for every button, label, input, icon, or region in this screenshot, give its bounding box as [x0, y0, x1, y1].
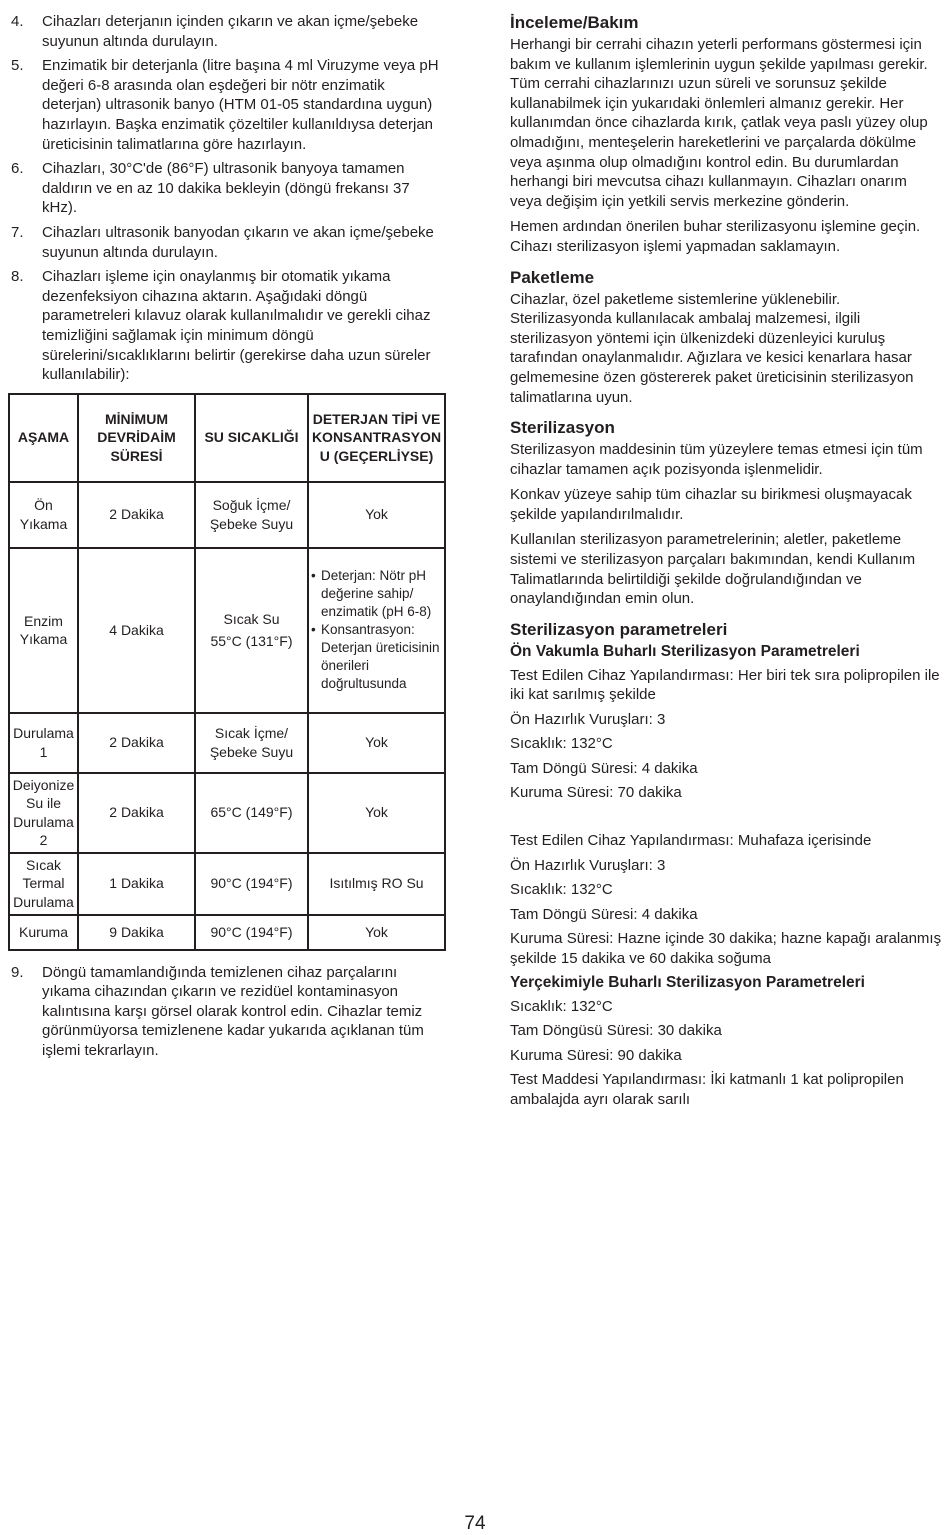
step-text: Enzimatik bir deterjanla (litre başına 4 ml Viruzyme veya pH değeri 6-8 arasında olan eşdeğeri bir nötr enzimatik deterjan) ultrasonik banyo (HTM 01-05 standardına uygun) hazırlayın. Başka enzimatik çözeltiler kullanıldıysa deterjan üreticisinin talimatlarına göre hazırlayın.	[42, 57, 439, 153]
param-line: Sıcaklık: 132°C	[510, 735, 613, 753]
section-heading-sterilization: Sterilizasyon	[510, 418, 615, 438]
cell-temp: 90°C (194°F)	[195, 853, 308, 915]
step-number: 7.	[11, 223, 24, 241]
step-number: 5.	[11, 57, 24, 75]
cell-temp: Sıcak İçme/Şebeke Suyu	[195, 713, 308, 773]
param-line: Tam Döngüsü Süresi: 30 dakika	[510, 1022, 722, 1040]
cell-detergent: Yok	[308, 713, 445, 773]
detergent-bullet-item: • Konsantrasyon: Deterjan üreticisinin önerileri doğrultusunda	[311, 622, 440, 692]
right-column	[510, 12, 942, 1114]
step-number: 9.	[11, 963, 24, 981]
cell-detergent	[308, 548, 445, 713]
cell-temp: Soğuk İçme/Şebeke Suyu	[195, 482, 308, 548]
temp-line: 55°C (131°F)	[210, 633, 293, 650]
wash-cycle-table	[8, 393, 446, 951]
section-heading-parameters: Sterilizasyon parametreleri	[510, 619, 728, 639]
param-line: Tam Döngü Süresi: 4 dakika	[510, 905, 698, 923]
section-heading-packaging: Paketleme	[510, 267, 595, 287]
step-text: Cihazları ultrasonik banyodan çıkarın ve akan içme/şebeke suyunun altında durulayın.	[42, 223, 434, 261]
param-line: Kuruma Süresi: 90 dakika	[510, 1046, 682, 1064]
step-number: 8.	[11, 268, 24, 286]
bullet-icon: •	[311, 622, 316, 638]
cell-stage: Durulama 1	[9, 713, 78, 773]
param-line: Kuruma Süresi: 70 dakika	[510, 784, 682, 801]
cell-temp: 65°C (149°F)	[195, 773, 308, 853]
param-line: Test Edilen Cihaz Yapılandırması: Muhafaza içerisinde	[510, 832, 872, 850]
step-number: 6.	[11, 160, 24, 178]
cell-detergent: Isıtılmış RO Su	[308, 853, 445, 915]
param-line: Test Maddesi Yapılandırması: İki katmanlı 1 kat polipropilen ambalajda ayrı olarak sarılı	[510, 1071, 904, 1108]
cell-time: 9 Dakika	[78, 915, 195, 950]
paragraph: Herhangi bir cerrahi cihazın yeterli performans göstermesi için bakım ve kullanım işlemlerinin uygun şekilde yapılması gerekir. Tüm cerrahi cihazlarınızı uzun süreli ve sorunsuz şekilde kullanabilmek için yukarıdaki önlemleri almanız gerekir. Her kullanımdan önce cihazlarda kırık, çatlak veya paslı yüzey olup olmadığını, menteşelerin hareketlerini ve parçalarda dökülme veya aşınma olup olmadığını kontrol edin. Bu durumlardan herhangi biri mevcutsa cihazı kullanmayın. Cihazları onarım veya değişim için yetkili servis merkezine gönderin.	[510, 36, 928, 210]
step-text: Cihazları, 30°C'de (86°F) ultrasonik banyoya tamamen daldırın ve en az 10 dakika bekleyin (döngü frekansı 37 kHz).	[42, 160, 410, 217]
header-water-temp: SU SICAKLIĞI	[195, 394, 308, 482]
cell-temp: 90°C (194°F)	[195, 915, 308, 950]
cell-time: 2 Dakika	[78, 482, 195, 548]
param-line: Sıcaklık: 132°C	[510, 881, 613, 899]
detergent-bullet-item: • Deterjan: Nötr pH değerine sahip/ enzimatik (pH 6-8)	[311, 568, 432, 620]
steps-list-top	[8, 12, 444, 385]
param-line: Ön Hazırlık Vuruşları: 3	[510, 710, 666, 728]
cell-stage: Kuruma	[9, 915, 78, 950]
cell-temp	[195, 548, 308, 713]
param-line: Tam Döngü Süresi: 4 dakika	[510, 759, 698, 777]
table-row	[9, 915, 445, 950]
subheading-prevac: Ön Vakumla Buharlı Sterilizasyon Parametreleri	[510, 642, 860, 660]
step-item	[8, 12, 444, 51]
cell-stage: Deiyonize Su ile Durulama 2	[9, 773, 78, 853]
step-item	[8, 159, 444, 218]
table-row	[9, 713, 445, 773]
page-number: 74	[464, 1513, 486, 1534]
spacer	[510, 807, 942, 831]
section-heading-inspection: İnceleme/Bakım	[510, 13, 639, 32]
param-line: Ön Hazırlık Vuruşları: 3	[510, 856, 666, 874]
cell-detergent: Yok	[308, 482, 445, 548]
cell-detergent: Yok	[308, 915, 445, 950]
cell-time: 2 Dakika	[78, 773, 195, 853]
table-row	[9, 548, 445, 713]
step-text: Döngü tamamlandığında temizlenen cihaz parçalarını yıkama cihazından çıkarın ve rezidüel kontaminasyon kalıntısına karşı görsel olarak kontrol edin. Cihazlar temiz görünmüyorsa temizlenene kadar yukarıda açıklanan tüm işlemi tekrarlayın.	[42, 963, 424, 1060]
param-line: Test Edilen Cihaz Yapılandırması: Her biri tek sıra polipropilen ile iki kat sarılmış şekilde	[510, 666, 940, 704]
cell-stage: Ön Yıkama	[9, 482, 78, 548]
step-number: 4.	[11, 13, 24, 30]
table-row	[9, 482, 445, 548]
cell-detergent: Yok	[308, 773, 445, 853]
step-text: Cihazları işleme için onaylanmış bir otomatik yıkama dezenfeksiyon cihazına aktarın. Aşağıdaki döngü parametreleri kılavuz olarak kullanılmalıdır ve gerekli cihaz temizliğini sağlamak için minimum döngü sürelerini/sıcaklıklarını belirtir (gerekirse daha uzun süreler kullanılabilir):	[42, 268, 431, 384]
bullet-icon: •	[311, 568, 316, 584]
cell-time: 2 Dakika	[78, 713, 195, 773]
cell-stage: Enzim Yıkama	[9, 548, 78, 713]
table-row	[9, 773, 445, 853]
temp-line: Sıcak Su	[223, 610, 280, 627]
table-row	[9, 853, 445, 915]
cell-stage: Sıcak Termal Durulama	[9, 853, 78, 915]
cell-time: 4 Dakika	[78, 548, 195, 713]
table-header-row	[9, 394, 445, 482]
step-item	[8, 56, 444, 154]
header-detergent: DETERJAN TİPİ VE KONSANTRASYON U (GEÇERLİYSE)	[308, 394, 445, 482]
step-item	[8, 963, 444, 1061]
paragraph: Konkav yüzeye sahip tüm cihazlar su birikmesi oluşmayacak şekilde yapılandırılmalıdır.	[510, 486, 912, 523]
subheading-gravity: Yerçekimiyle Buharlı Sterilizasyon Parametreleri	[510, 973, 865, 991]
header-min-time: MİNİMUM DEVRİDAİM SÜRESİ	[78, 394, 195, 482]
left-column	[8, 12, 444, 1066]
paragraph: Kullanılan sterilizasyon parametrelerinin; aletler, paketleme sistemi ve sterilizasyon parçaları bakımından, kendi Kullanım Talimatlarında belirtildiği şekilde doğrulandığından ve onaylandığından emin olun.	[510, 531, 916, 608]
steps-list-bottom	[8, 963, 444, 1061]
paragraph: Hemen ardından önerilen buhar sterilizasyonu işlemine geçin. Cihazı sterilizasyon işlemi yapmadan saklamayın.	[510, 218, 921, 255]
step-item	[8, 267, 444, 385]
cell-time: 1 Dakika	[78, 853, 195, 915]
param-line: Sıcaklık: 132°C	[510, 997, 613, 1015]
step-text: Cihazları deterjanın içinden çıkarın ve akan içme/şebeke suyunun altında durulayın.	[42, 13, 419, 50]
step-item	[8, 223, 444, 262]
param-line: Kuruma Süresi: Hazne içinde 30 dakika; hazne kapağı aralanmış şekilde 15 dakika ve 60 dakika soğuma	[510, 929, 942, 967]
paragraph: Sterilizasyon maddesinin tüm yüzeylere temas etmesi için tüm cihazlar tamamen açık pozisyonda işlenmelidir.	[510, 441, 923, 478]
paragraph: Cihazlar, özel paketleme sistemlerine yüklenebilir. Sterilizasyonda kullanılacak ambalaj malzemesi, ilgili sterilizasyon yöntemi için ülkenizdeki düzenleyici kuruluş tarafından onaylanmalıdır. Ağızlara ve kesici kenarlara hasar gelmemesine özen göstererek paket üreticisinin sterilizasyon talimatlarına uyun.	[510, 290, 914, 406]
header-stage: AŞAMA	[9, 394, 78, 482]
